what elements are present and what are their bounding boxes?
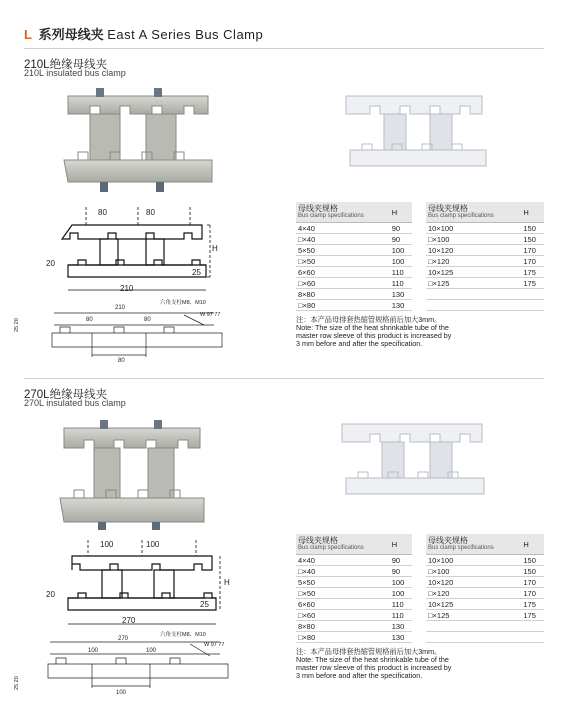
h-cell: 130 — [390, 289, 412, 300]
s1-dim-h: H — [212, 244, 218, 253]
section2-title-en: 270L insulated bus clamp — [24, 398, 126, 408]
spec-cell: 5×50 — [296, 577, 390, 588]
h-cell — [521, 632, 544, 643]
section2-note — [296, 648, 456, 680]
table-row — [426, 278, 544, 289]
h-cell: 170 — [521, 577, 544, 588]
note-en: Note: The size of the heat shrinkable tube of the master row sleeve of this product is increased by 3 mm before and after the specification. — [296, 323, 452, 348]
spec-cell: 8×80 — [296, 289, 390, 300]
spec-cell: □×80 — [296, 300, 390, 311]
spec-cell: □×40 — [296, 234, 390, 245]
note-en: Note: The size of the heat shrinkable tube of the master row sleeve of this product is increased by 3 mm before and after the specification. — [296, 655, 452, 680]
table-row — [296, 256, 412, 267]
table-head-h: H — [390, 202, 412, 223]
h-cell: 150 — [521, 566, 544, 577]
h-cell: 110 — [390, 610, 412, 621]
s1-side-b: 80 — [144, 317, 151, 323]
h-cell: 110 — [390, 267, 412, 278]
s1-dim-width: 210 — [120, 284, 134, 293]
table-row — [426, 621, 544, 632]
table-row — [296, 555, 412, 566]
h-cell: 175 — [521, 610, 544, 621]
spec-cell: 10×125 — [426, 599, 521, 610]
s1-side-bottom: 80 — [118, 358, 125, 364]
h-cell: 170 — [521, 256, 544, 267]
spec-cell: 8×80 — [296, 621, 390, 632]
table-row — [296, 267, 412, 278]
spec-cell: 4×40 — [296, 223, 390, 234]
table-row — [296, 621, 412, 632]
s1-dim-span-a: 80 — [98, 208, 107, 217]
table-row — [426, 267, 544, 278]
table-row — [426, 632, 544, 643]
table-head-h: H — [521, 534, 544, 555]
table-row — [426, 588, 544, 599]
s2-dim-right: 25 — [200, 600, 209, 609]
s1-dim-left: 20 — [46, 259, 55, 268]
h-cell: 100 — [390, 245, 412, 256]
header-divider — [24, 48, 544, 49]
spec-cell: □×125 — [426, 610, 521, 621]
h-cell: 175 — [521, 267, 544, 278]
s2-w-label: W 97 77 — [204, 642, 225, 648]
title-cn: 系列母线夹 — [38, 27, 104, 42]
table-row — [426, 245, 544, 256]
section1-table-left — [296, 202, 412, 311]
s2-side-top: 270 — [118, 636, 129, 642]
section2-title-cn: 270L绝缘母线夹 — [24, 389, 108, 401]
table-head-cn: 母线夹规格 — [428, 536, 468, 545]
section1-product-photo — [60, 86, 220, 196]
s2-side-a: 100 — [88, 648, 99, 654]
h-cell: 170 — [521, 245, 544, 256]
spec-cell: 5×50 — [296, 245, 390, 256]
table-head-en: Bus clamp specifications — [298, 545, 364, 551]
series-letter: L — [24, 27, 32, 42]
spec-cell — [426, 621, 521, 632]
table-row — [296, 577, 412, 588]
table-row — [296, 566, 412, 577]
s2-side-b: 100 — [146, 648, 157, 654]
s1-side-a: 80 — [86, 317, 93, 323]
s2-dim-width: 270 — [122, 616, 136, 625]
table-row — [296, 234, 412, 245]
table-row — [296, 300, 412, 311]
section1-title-en: 210L insulated bus clamp — [24, 68, 126, 78]
section1-render — [340, 92, 490, 172]
note-cn: 注：本产品母排套热缩管规格前后加大3mm。 — [296, 315, 442, 324]
s1-hex-label: 六角支柱M8、M10 — [160, 300, 206, 306]
h-cell: 110 — [390, 278, 412, 289]
table-row — [426, 566, 544, 577]
h-cell: 100 — [390, 577, 412, 588]
h-cell — [521, 289, 544, 300]
spec-cell: 10×120 — [426, 245, 521, 256]
table-row — [426, 300, 544, 311]
spec-cell: □×100 — [426, 234, 521, 245]
spec-cell: □×60 — [296, 610, 390, 621]
spec-cell: □×100 — [426, 566, 521, 577]
table-row — [426, 256, 544, 267]
spec-cell: □×50 — [296, 588, 390, 599]
note-cn: 注：本产品母排套热缩管规格前后加大3mm。 — [296, 647, 442, 656]
h-cell: 175 — [521, 599, 544, 610]
spec-cell: 10×100 — [426, 555, 521, 566]
table-row — [296, 245, 412, 256]
h-cell: 130 — [390, 300, 412, 311]
table-head-en: Bus clamp specifications — [428, 545, 494, 551]
s1-side-top: 210 — [115, 305, 126, 311]
section1-note — [296, 316, 456, 348]
spec-cell — [426, 289, 521, 300]
table-head-en: Bus clamp specifications — [298, 213, 364, 219]
h-cell: 90 — [390, 234, 412, 245]
s2-side-bottom: 100 — [116, 690, 127, 696]
spec-cell — [426, 300, 521, 311]
section2-dimension-drawing — [42, 538, 232, 633]
s1-dim-span-b: 80 — [146, 208, 155, 217]
s1-w-label: W 97 77 — [200, 312, 221, 318]
section2-render — [336, 420, 491, 500]
s2-dim-span-a: 100 — [100, 540, 114, 549]
spec-cell — [426, 632, 521, 643]
h-cell: 100 — [390, 256, 412, 267]
table-head-cn: 母线夹规格 — [428, 204, 468, 213]
table-row — [296, 599, 412, 610]
h-cell: 130 — [390, 621, 412, 632]
section2-product-photo — [58, 418, 208, 530]
section1-table-right — [426, 202, 544, 311]
h-cell: 90 — [390, 223, 412, 234]
spec-cell: □×60 — [296, 278, 390, 289]
s1-side-label: 25 20 — [14, 318, 20, 332]
table-head-h: H — [521, 202, 544, 223]
table-row — [296, 278, 412, 289]
title-en: East A Series Bus Clamp — [107, 27, 264, 42]
table-row — [426, 234, 544, 245]
spec-cell: □×40 — [296, 566, 390, 577]
table-row — [296, 289, 412, 300]
s2-dim-left: 20 — [46, 590, 55, 599]
spec-cell: □×120 — [426, 588, 521, 599]
spec-cell: □×50 — [296, 256, 390, 267]
spec-cell: 6×60 — [296, 599, 390, 610]
h-cell: 100 — [390, 588, 412, 599]
table-head-cn: 母线夹规格 — [298, 536, 338, 545]
h-cell: 150 — [521, 234, 544, 245]
spec-cell: 10×120 — [426, 577, 521, 588]
s2-dim-span-b: 100 — [146, 540, 160, 549]
h-cell — [521, 621, 544, 632]
h-cell: 110 — [390, 599, 412, 610]
section1-title-cn: 210L绝缘母线夹 — [24, 59, 108, 71]
h-cell — [521, 300, 544, 311]
h-cell: 90 — [390, 566, 412, 577]
table-row — [426, 223, 544, 234]
table-row — [426, 610, 544, 621]
section2-table-left — [296, 534, 412, 643]
h-cell: 175 — [521, 278, 544, 289]
s2-dim-h: H — [224, 578, 230, 587]
page-title — [24, 24, 263, 43]
table-head-en: Bus clamp specifications — [428, 213, 494, 219]
table-head-cn: 母线夹规格 — [298, 204, 338, 213]
spec-cell: 10×100 — [426, 223, 521, 234]
h-cell: 90 — [390, 555, 412, 566]
table-row — [296, 223, 412, 234]
s1-dim-right: 25 — [192, 268, 201, 277]
table-row — [426, 289, 544, 300]
spec-cell: 4×40 — [296, 555, 390, 566]
table-row — [426, 577, 544, 588]
h-cell: 150 — [521, 223, 544, 234]
table-row — [296, 610, 412, 621]
h-cell: 170 — [521, 588, 544, 599]
table-row — [296, 588, 412, 599]
s2-side-label: 25 20 — [14, 676, 20, 690]
h-cell: 150 — [521, 555, 544, 566]
table-row — [426, 555, 544, 566]
spec-cell: 6×60 — [296, 267, 390, 278]
spec-cell: □×120 — [426, 256, 521, 267]
spec-cell: □×125 — [426, 278, 521, 289]
spec-cell: 10×125 — [426, 267, 521, 278]
h-cell: 130 — [390, 632, 412, 643]
table-row — [296, 632, 412, 643]
table-row — [426, 599, 544, 610]
table-head-h: H — [390, 534, 412, 555]
spec-cell: □×80 — [296, 632, 390, 643]
section2-table-right — [426, 534, 544, 643]
section-divider — [24, 378, 544, 379]
s2-hex-label: 六角支柱M8、M10 — [160, 632, 206, 638]
